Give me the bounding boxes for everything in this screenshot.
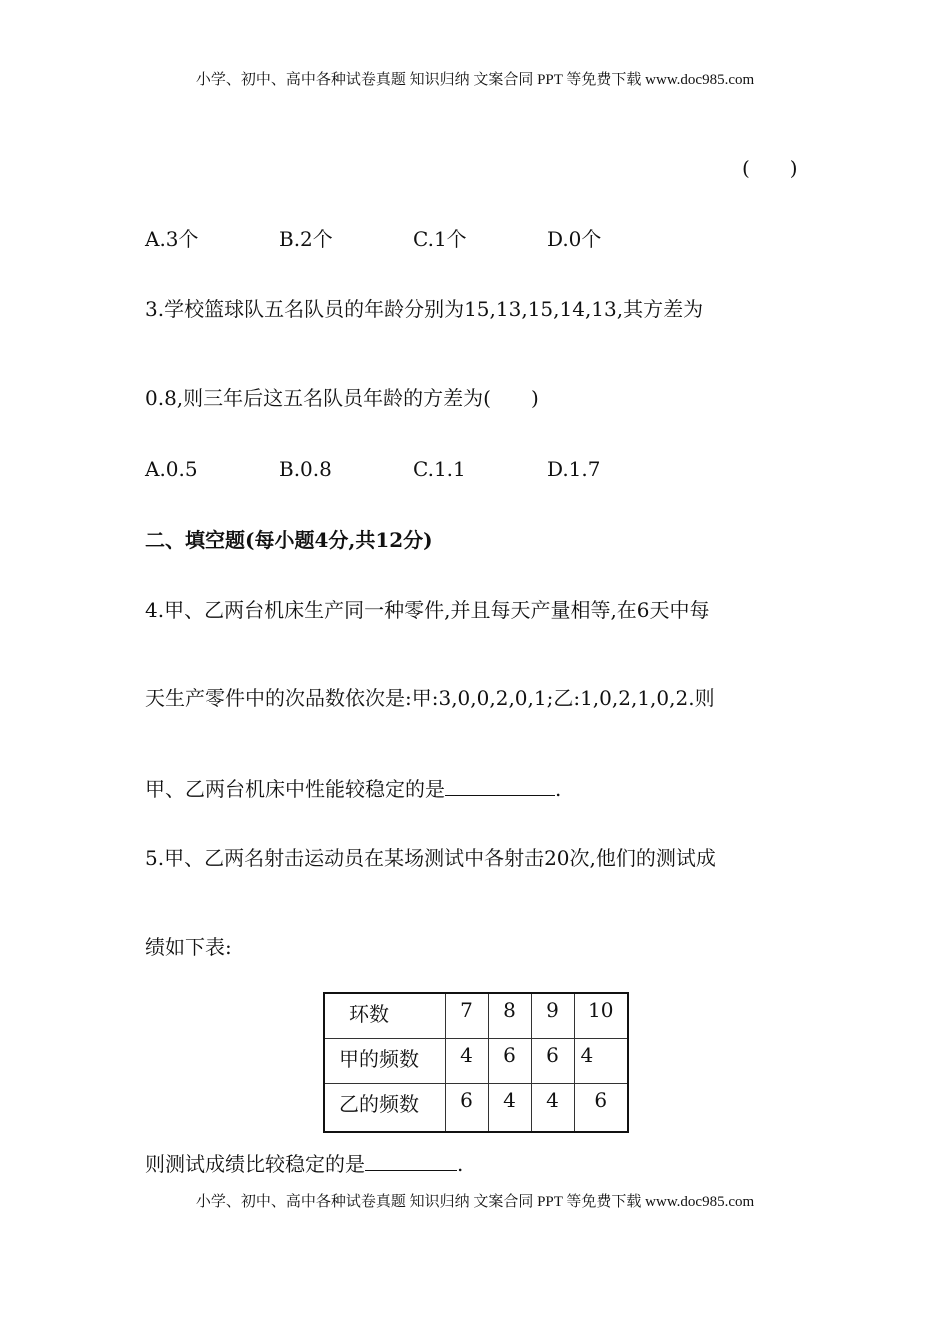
table-cell: 甲的频数 <box>324 1038 445 1083</box>
table-cell: 8 <box>488 993 531 1038</box>
table-row <box>324 1083 628 1132</box>
table-cell: 6 <box>574 1083 628 1132</box>
q3-text-line2: 0.8,则三年后这五名队员年龄的方差为( ) <box>145 386 539 410</box>
option-c: C.1.1 <box>413 457 466 481</box>
period: . <box>457 1152 464 1176</box>
q5-text-line3 <box>145 1152 463 1176</box>
answer-blank <box>445 777 555 796</box>
q4-text-line1: 4.甲、乙两台机床生产同一种零件,并且每天产量相等,在6天中每 <box>145 598 710 622</box>
q2-options <box>145 227 681 251</box>
q3-options <box>145 457 681 481</box>
q5-text-line1: 5.甲、乙两名射击运动员在某场测试中各射击20次,他们的测试成 <box>145 846 716 870</box>
q5-text: 则测试成绩比较稳定的是 <box>145 1152 365 1176</box>
option-d: D.1.7 <box>547 457 601 481</box>
option-a: A.3个 <box>145 227 199 251</box>
option-b: B.2个 <box>279 227 333 251</box>
table-cell: 7 <box>445 993 488 1038</box>
option-b: B.0.8 <box>279 457 332 481</box>
table-row <box>324 1038 628 1083</box>
q3-text-line1: 3.学校篮球队五名队员的年龄分别为15,13,15,14,13,其方差为 <box>145 297 704 321</box>
table-cell: 6 <box>488 1038 531 1083</box>
q4-text-line3 <box>145 777 561 801</box>
answer-blank <box>365 1152 457 1171</box>
table-cell: 乙的频数 <box>324 1083 445 1132</box>
option-d: D.0个 <box>547 227 602 251</box>
q5-text-line2: 绩如下表: <box>145 935 232 959</box>
section-heading: 二、填空题(每小题4分,共12分) <box>145 528 433 552</box>
table-cell: 9 <box>531 993 574 1038</box>
table-cell: 4 <box>488 1083 531 1132</box>
table-cell: 4 <box>531 1083 574 1132</box>
table-cell: 环数 <box>324 993 445 1038</box>
table-cell: 6 <box>445 1083 488 1132</box>
score-frequency-table <box>323 992 629 1133</box>
table-cell: 4 <box>445 1038 488 1083</box>
page-header: 小学、初中、高中各种试卷真题 知识归纳 文案合同 PPT 等免费下载 www.doc985.com <box>195 72 755 88</box>
period: . <box>555 777 562 801</box>
table-cell: 4 <box>574 1038 628 1083</box>
q4-text-line2: 天生产零件中的次品数依次是:甲:3,0,0,2,0,1;乙:1,0,2,1,0,2.则 <box>145 686 715 710</box>
option-c: C.1个 <box>413 227 467 251</box>
table-cell: 6 <box>531 1038 574 1083</box>
q2-answer-bracket: ( ) <box>742 156 798 180</box>
table-row <box>324 993 628 1038</box>
table-cell: 10 <box>574 993 628 1038</box>
option-a: A.0.5 <box>145 457 198 481</box>
page-footer: 小学、初中、高中各种试卷真题 知识归纳 文案合同 PPT 等免费下载 www.doc985.com <box>195 1194 755 1210</box>
q4-text: 甲、乙两台机床中性能较稳定的是 <box>145 777 445 801</box>
